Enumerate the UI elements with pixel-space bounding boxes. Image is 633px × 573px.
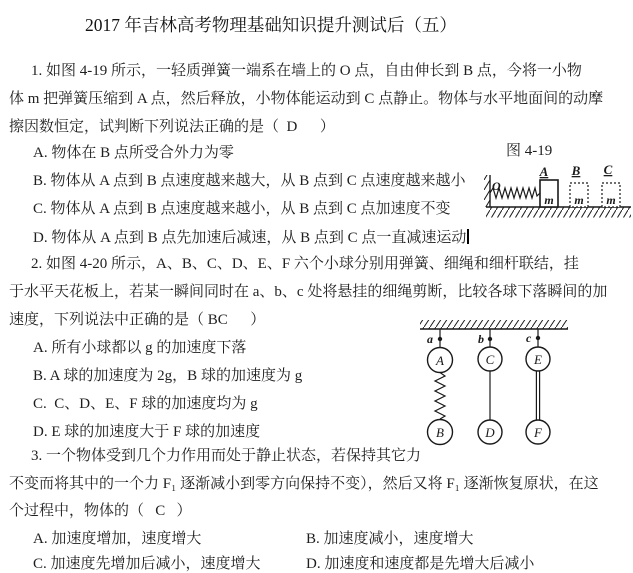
- mass-label-c: m: [606, 193, 616, 207]
- position-label-b: B: [571, 163, 581, 178]
- figure-4-19-caption: 图 4-19: [506, 143, 553, 159]
- wall-point-label: O: [492, 179, 501, 193]
- q2-option-a: A. 所有小球都以 g 的加速度下落: [33, 340, 247, 356]
- q1-option-c: C. 物体从 A 点到 B 点速度越来越小，从 B 点到 C 点加速度不变: [33, 201, 451, 217]
- wall-hatch: [484, 175, 490, 207]
- figure-4-20: [418, 318, 582, 458]
- mass-label-b: m: [574, 193, 584, 207]
- q1-line-1: 1. 如图 4-19 所示，一轻质弹簧一端系在墙上的 O 点，自由伸长到 B 点，今将一小物: [31, 63, 582, 79]
- ceiling-hatch: [420, 320, 568, 329]
- ball-b-label: B: [436, 425, 444, 440]
- q2-option-c: C. C、D、E、F 球的加速度均为 g: [33, 396, 258, 412]
- q2-line-1: 2. 如图 4-20 所示，A、B、C、D、E、F 六个小球分别用弹簧、细绳和细杆联结，挂: [31, 256, 579, 272]
- q3-option-b: B. 加速度减小，速度增大: [306, 531, 474, 547]
- spring-vertical: [435, 373, 445, 420]
- q3-option-d: D. 加速度和速度都是先增大后减小: [306, 556, 535, 572]
- mass-label-a: m: [544, 193, 554, 207]
- figure-4-19: [484, 160, 633, 222]
- page-title: 2017 年吉林高考物理基础知识提升测试后（五）: [85, 15, 457, 35]
- ball-c-label: C: [485, 352, 495, 367]
- q2-line-2: 于水平天花板上，若某一瞬间同时在 a、b、c 处将悬挂的细绳剪断，比较各球下落瞬间的加: [9, 284, 608, 300]
- ball-f-label: F: [534, 425, 542, 440]
- text-cursor: [467, 229, 469, 244]
- q2-option-b: B. A 球的加速度为 2g，B 球的加速度为 g: [33, 368, 303, 384]
- cut-point-b-dot: [488, 337, 492, 341]
- q2-line-3: 速度，下列说法中正确的是（ BC ）: [9, 312, 266, 328]
- position-label-a: A: [539, 164, 549, 179]
- position-label-c: C: [603, 162, 613, 177]
- q3-option-c: C. 加速度先增加后减小，速度增大: [33, 556, 261, 572]
- q2-option-d: D. E 球的加速度大于 F 球的加速度: [33, 424, 261, 440]
- q3-line-1: 3. 一个物体受到几个力作用而处于静止状态，若保持其它力: [31, 448, 422, 464]
- cut-point-a-dot: [438, 337, 442, 341]
- q1-option-a: A. 物体在 B 点所受合外力为零: [33, 145, 234, 161]
- cut-point-c-dot: [536, 336, 540, 340]
- ground-hatch: [486, 208, 631, 218]
- q1-option-b: B. 物体从 A 点到 B 点速度越来越大，从 B 点到 C 点速度越来越小: [33, 173, 466, 189]
- q3-line-3: 个过程中，物体的（ C ）: [9, 503, 192, 519]
- q1-option-d: [33, 229, 469, 247]
- ball-a-label: A: [436, 353, 444, 368]
- ball-e-label: E: [534, 352, 542, 367]
- q3-option-a: A. 加速度增加，速度增大: [33, 531, 202, 547]
- cut-point-c-label: c: [526, 331, 532, 345]
- ball-d-label: D: [485, 425, 495, 440]
- cut-point-a-label: a: [427, 332, 433, 346]
- q1-option-d-text: D. 物体从 A 点到 B 点先加速后减速，从 B 点到 C 点一直减速运动: [33, 230, 467, 246]
- cut-point-b-label: b: [478, 332, 484, 346]
- q1-line-2: 体 m 把弹簧压缩到 A 点，然后释放，小物体能运动到 C 点静止。物体与水平地面间的动摩: [9, 91, 604, 107]
- q1-line-3: 擦因数恒定，试判断下列说法正确的是（ D ）: [9, 119, 335, 135]
- q3-line-2: 不变而将其中的一个力 F₁ 逐渐减小到零方向保持不变），然后又将 F₁ 逐渐恢复原状，在这: [9, 476, 599, 492]
